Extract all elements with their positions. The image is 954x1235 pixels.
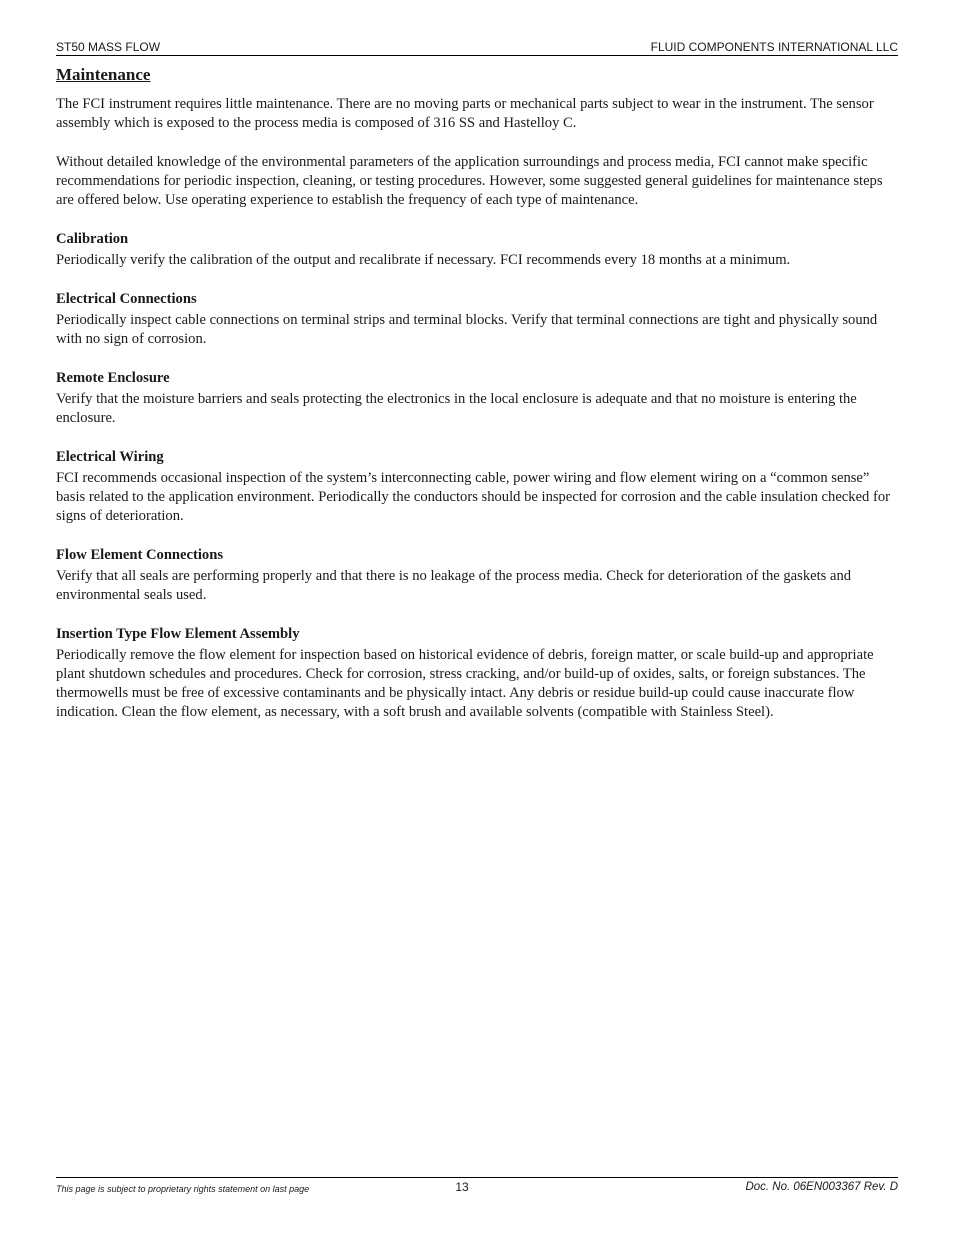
subsection-heading: Electrical Connections (56, 291, 197, 307)
intro-paragraph: The FCI instrument requires little maintenance. There are no moving parts or mechanical parts subject to wear in the instrument. The sensor assembly which is exposed to the process media is composed of 316 SS and Hastelloy C. (56, 96, 874, 131)
subsection-heading: Insertion Type Flow Element Assembly (56, 626, 300, 642)
header-product-name: ST50 MASS FLOW (56, 40, 161, 54)
subsection-body: Periodically remove the flow element for inspection based on historical evidence of debris, foreign matter, or scale build-up and appropriate plant shutdown schedules and procedures. Check for corrosion, stress cracking, and/or build-up of oxides, salts, or foreign substances. The thermowells must be free of excessive contaminants and be physically intact. Any debris or residue build-up could cause inaccurate flow indication. Clean the flow element, as necessary, with a soft brush and available solvents (compatible with Stainless Steel). (56, 647, 874, 720)
page-footer (56, 1177, 898, 1194)
page-content (56, 64, 898, 742)
intro-paragraph: Without detailed knowledge of the environmental parameters of the application surroundings and process media, FCI cannot make specific recommendations for periodic inspection, cleaning, or testing procedures. However, some suggested general guidelines for maintenance steps are offered below. Use operating experience to establish the frequency of each type of maintenance. (56, 154, 883, 208)
section-title: Maintenance (56, 65, 151, 84)
subsection-electrical-connections (56, 290, 898, 349)
footer-page-number: 13 (455, 1180, 469, 1194)
subsection-remote-enclosure (56, 369, 898, 428)
footer-document-number: Doc. No. 06EN003367 Rev. D (745, 1181, 898, 1193)
header-company-name: FLUID COMPONENTS INTERNATIONAL LLC (650, 40, 898, 54)
subsection-body: Periodically inspect cable connections on terminal strips and terminal blocks. Verify that terminal connections are tight and physically sound with no sign of corrosion. (56, 312, 878, 347)
subsection-body: Verify that the moisture barriers and seals protecting the electronics in the local enclosure is adequate and that no moisture is entering the enclosure. (56, 391, 857, 426)
subsection-body: Periodically verify the calibration of the output and recalibrate if necessary. FCI recommends every 18 months at a minimum. (56, 252, 791, 268)
subsection-body: FCI recommends occasional inspection of the system’s interconnecting cable, power wiring and flow element wiring on a “common sense” basis related to the application environment. Periodically the conductors should be inspected for corrosion and the cable insulation checked for signs of deterioration. (56, 470, 891, 524)
subsection-body: Verify that all seals are performing properly and that there is no leakage of the process media. Check for deterioration of the gaskets and environmental seals used. (56, 568, 852, 603)
subsection-heading: Flow Element Connections (56, 547, 224, 563)
subsection-flow-element-connections (56, 546, 898, 605)
subsection-insertion-type-flow-element-assembly (56, 625, 898, 722)
subsection-heading: Remote Enclosure (56, 370, 170, 386)
subsection-heading: Calibration (56, 231, 129, 247)
page-header (56, 40, 898, 56)
subsection-calibration (56, 230, 898, 270)
footer-proprietary-notice: This page is subject to proprietary rights statement on last page (56, 1184, 310, 1194)
subsection-heading: Electrical Wiring (56, 449, 164, 465)
subsection-electrical-wiring (56, 448, 898, 526)
